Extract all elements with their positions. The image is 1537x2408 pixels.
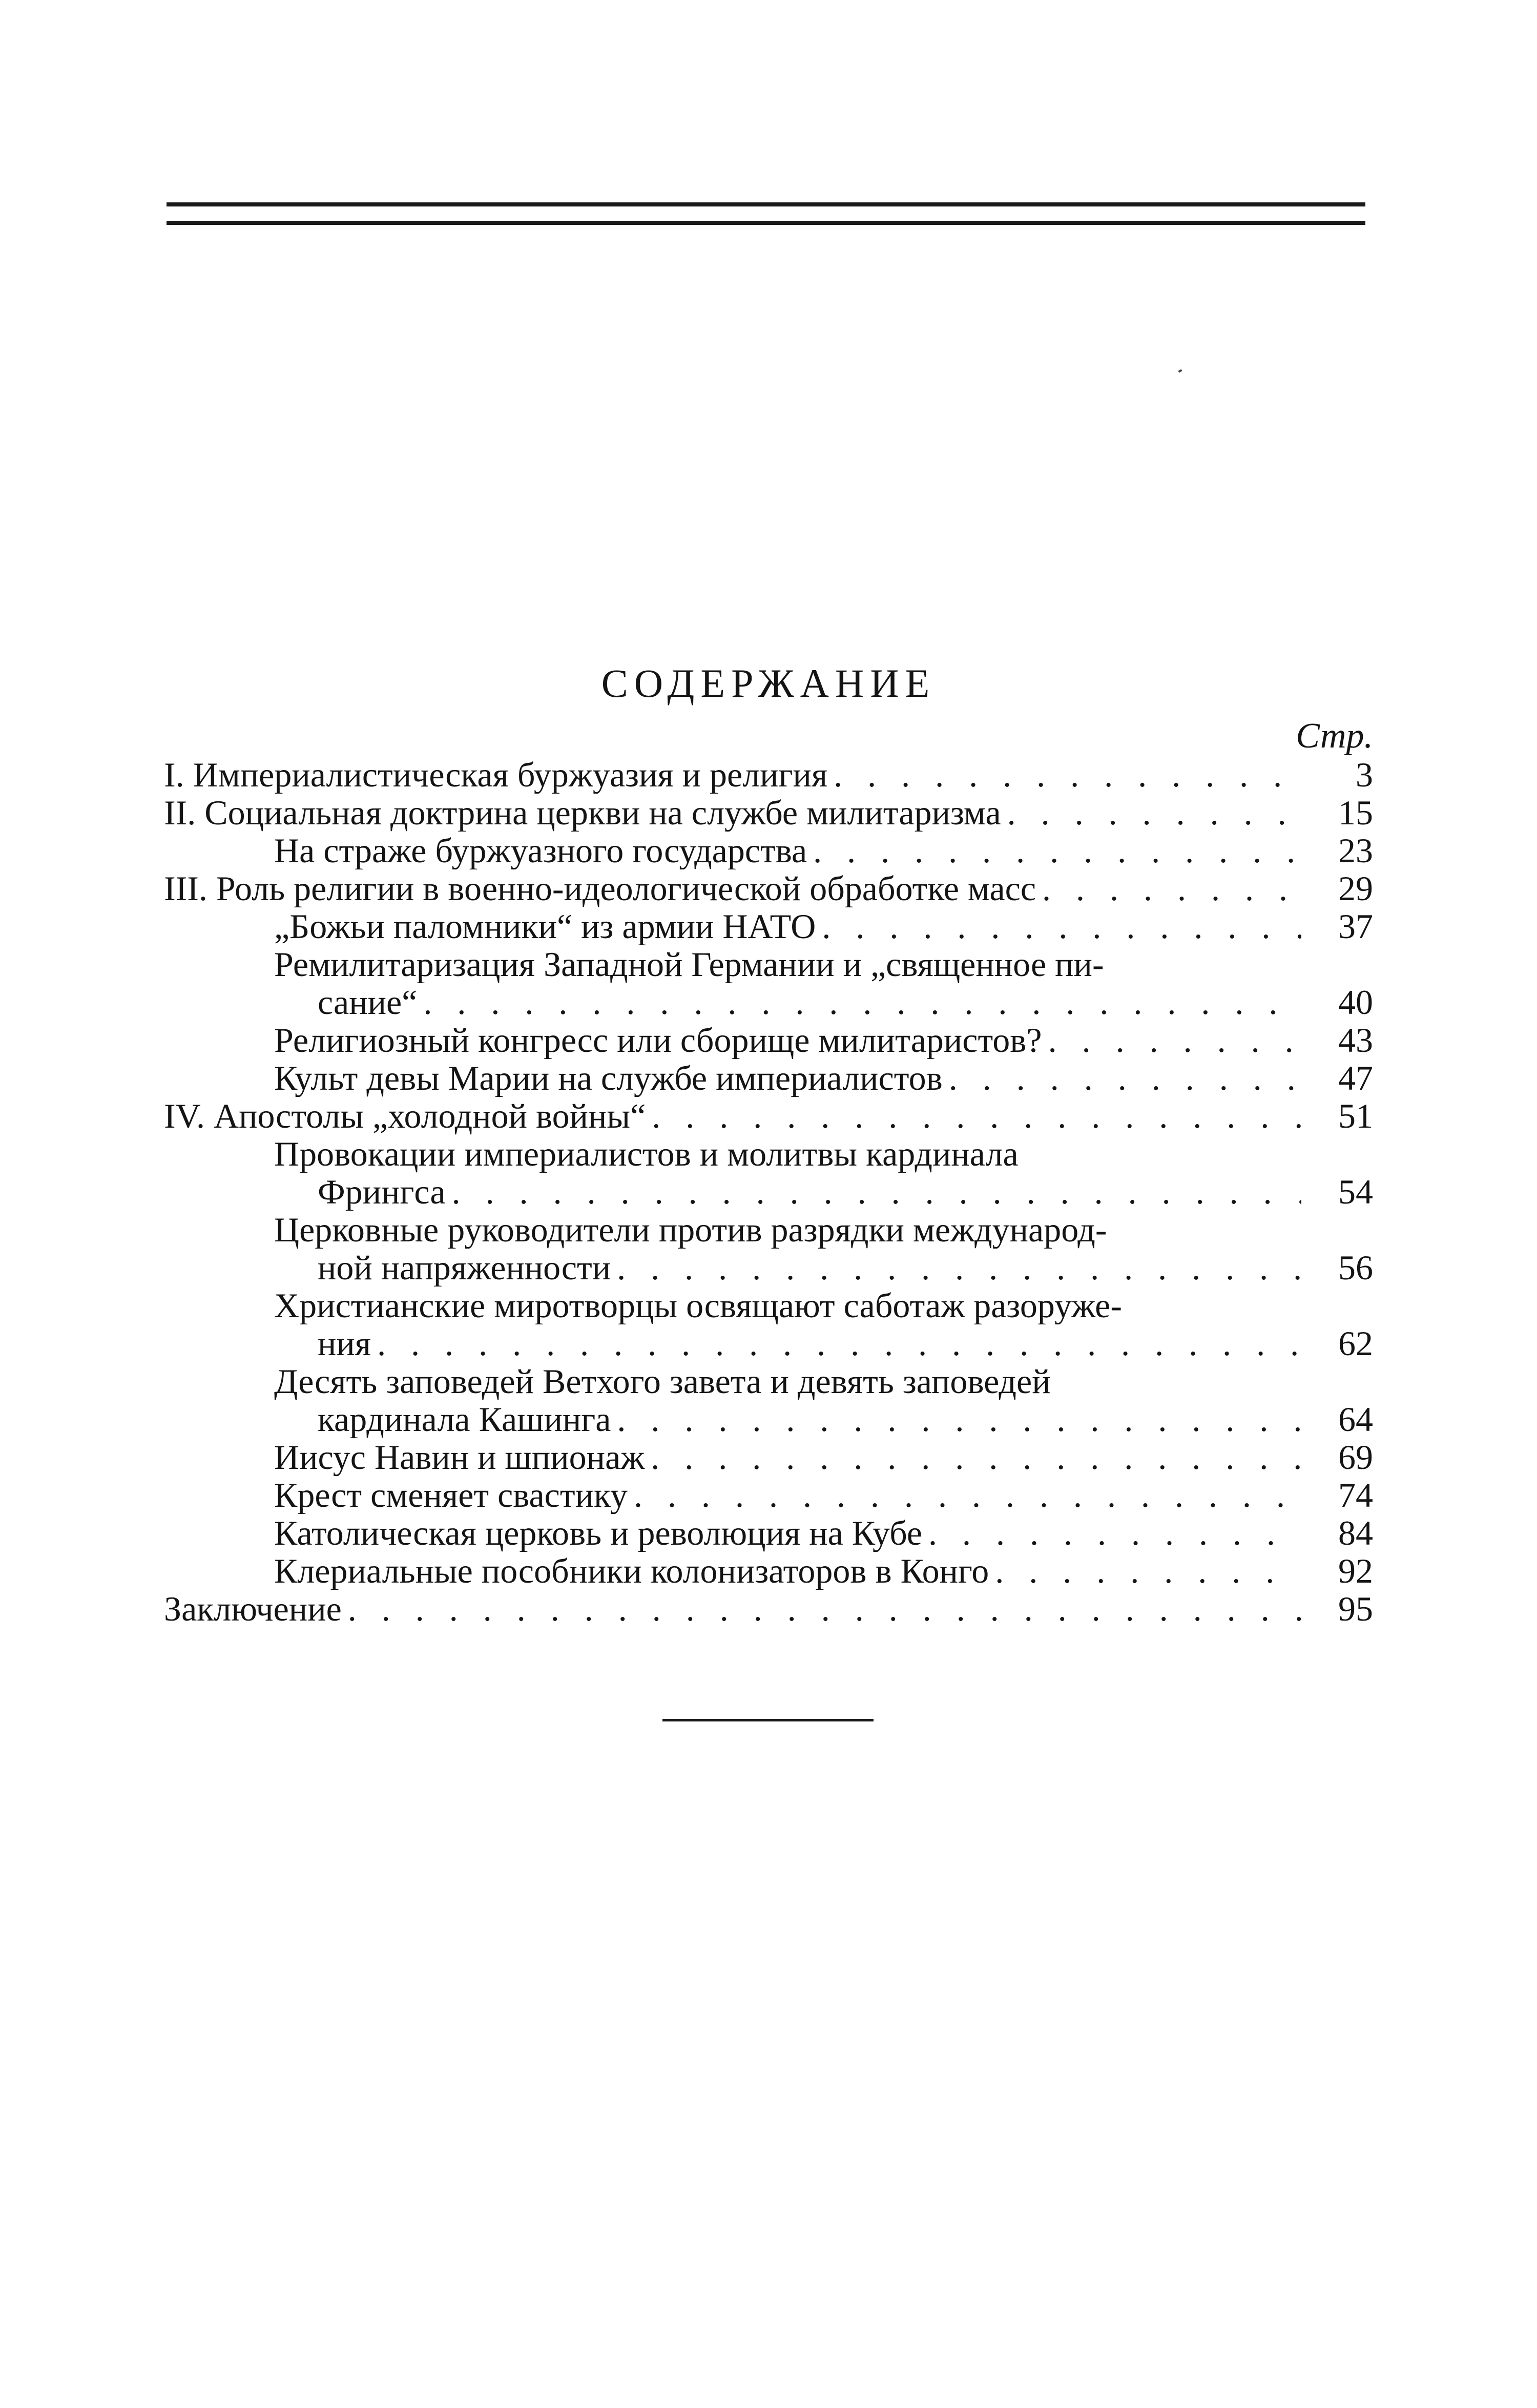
toc-entry-title: Заключение: [164, 1590, 342, 1628]
toc-entry-line: [164, 1590, 1373, 1628]
toc-entry-line: [164, 945, 1373, 983]
toc-page-number: 69: [1338, 1438, 1373, 1476]
toc-page-number: 92: [1338, 1552, 1373, 1590]
toc-entry-title: Церковные руководители против разрядки международ-: [274, 1211, 1107, 1249]
dot-leader: [646, 1097, 1301, 1135]
toc-entry-title: На страже буржуазного государства: [274, 832, 807, 869]
toc-entry: [164, 1097, 1373, 1135]
toc-entry: [164, 1476, 1373, 1514]
toc-page-number: 29: [1338, 869, 1373, 907]
dot-leader: [645, 1438, 1301, 1476]
dot-leader: [1001, 794, 1301, 832]
dot-leader: [1042, 1021, 1301, 1059]
top-rule-thick: [167, 202, 1365, 206]
toc-entry-title: Религиозный конгресс или сборище милитаристов?: [274, 1021, 1042, 1059]
toc-entry: [164, 1514, 1373, 1552]
toc-entry-line: [164, 869, 1373, 907]
dot-leader: [943, 1059, 1301, 1097]
toc-entry-line: [164, 1476, 1373, 1514]
print-speck: [1178, 369, 1182, 373]
toc-entry-line: [164, 1097, 1373, 1135]
dot-leader: [611, 1400, 1301, 1438]
dot-leader: [628, 1476, 1301, 1514]
toc-entry: [164, 1362, 1373, 1438]
toc-entry-title: Клериальные пособники колонизаторов в Конго: [274, 1552, 989, 1590]
page-column-label: Стр.: [1296, 716, 1373, 756]
toc-entry: [164, 869, 1373, 907]
toc-page-number: 51: [1338, 1097, 1373, 1135]
toc-entry-continuation: [164, 1324, 1373, 1362]
dot-leader: [446, 1173, 1301, 1211]
toc-entry-title: Крест сменяет свастику: [274, 1476, 628, 1514]
toc-entry-title: Католическая церковь и революция на Кубе: [274, 1514, 923, 1552]
toc-entry: [164, 794, 1373, 832]
toc-entry: [164, 945, 1373, 1021]
toc-entry-line: [164, 1514, 1373, 1552]
dot-leader: [417, 983, 1301, 1021]
toc-page-number: 84: [1338, 1514, 1373, 1552]
bottom-rule: [662, 1719, 874, 1721]
toc-page-number: 47: [1338, 1059, 1373, 1097]
toc-entry-title: Культ девы Марии на службе империалистов: [274, 1059, 943, 1097]
toc-page-number: 56: [1338, 1249, 1373, 1286]
dot-leader: [922, 1514, 1301, 1552]
toc-entry-line: [164, 832, 1373, 869]
toc-page-number: 74: [1338, 1476, 1373, 1514]
toc-entry-line: [164, 1135, 1373, 1173]
toc-entry: [164, 1211, 1373, 1286]
toc-entry-title: Ремилитаризация Западной Германии и „священное пи-: [274, 945, 1104, 983]
dot-leader: [816, 907, 1301, 945]
toc-entry-title: Провокации империалистов и молитвы кардинала: [274, 1135, 1019, 1173]
dot-leader: [989, 1552, 1301, 1590]
toc-entry: [164, 1135, 1373, 1211]
toc-entry-line: [164, 1286, 1373, 1324]
toc-entry-line: [164, 1211, 1373, 1249]
toc-entry-line: [164, 1362, 1373, 1400]
toc-page-number: 23: [1338, 832, 1373, 869]
toc-entry-title: II. Социальная доктрина церкви на службе милитаризма: [164, 794, 1001, 832]
toc-entry-title: III. Роль религии в военно-идеологической обработке масс: [164, 869, 1036, 907]
toc-entry-title: кардинала Кашинга: [318, 1400, 611, 1438]
toc-entry-continuation: [164, 983, 1373, 1021]
toc-entry-title: ной напряженности: [318, 1249, 611, 1286]
toc-entry-title: IV. Апостолы „холодной войны“: [164, 1097, 646, 1135]
toc-page-number: 37: [1338, 907, 1373, 945]
toc-entry-line: [164, 1438, 1373, 1476]
toc-entry: [164, 1438, 1373, 1476]
toc-entry-line: [164, 1059, 1373, 1097]
toc-entry-title: Десять заповедей Ветхого завета и девять заповедей: [274, 1362, 1051, 1400]
toc-page-number: 15: [1338, 794, 1373, 832]
toc-entry: [164, 1286, 1373, 1362]
toc-entry-line: [164, 756, 1373, 794]
toc-entry-title: Фрингса: [318, 1173, 446, 1211]
toc-page-number: 3: [1356, 756, 1373, 794]
toc-entry-continuation: [164, 1173, 1373, 1211]
toc-entry: [164, 1021, 1373, 1059]
toc-page-number: 62: [1338, 1324, 1373, 1362]
toc-entry-title: ния: [318, 1324, 371, 1362]
top-rule-double: [167, 221, 1365, 225]
toc-entry: [164, 1552, 1373, 1590]
toc-entry: [164, 907, 1373, 945]
toc-entry-line: [164, 1552, 1373, 1590]
toc-entry: [164, 1590, 1373, 1628]
toc-entry-continuation: [164, 1400, 1373, 1438]
toc-entry: [164, 832, 1373, 869]
dot-leader: [611, 1249, 1301, 1286]
toc-entry-title: „Божьи паломники“ из армии НАТО: [274, 907, 816, 945]
dot-leader: [827, 756, 1301, 794]
toc-entry-title: сание“: [318, 983, 418, 1021]
dot-leader: [342, 1590, 1301, 1628]
toc-entry-title: Иисус Навин и шпионаж: [274, 1438, 645, 1476]
toc-page-number: 64: [1338, 1400, 1373, 1438]
toc-entry: [164, 756, 1373, 794]
toc-entry-line: [164, 907, 1373, 945]
dot-leader: [371, 1324, 1301, 1362]
toc-page-number: 95: [1338, 1590, 1373, 1628]
dot-leader: [807, 832, 1301, 869]
toc-entry-line: [164, 794, 1373, 832]
page-title: СОДЕРЖАНИЕ: [601, 661, 936, 705]
dot-leader: [1036, 869, 1301, 907]
toc-entry-title: I. Империалистическая буржуазия и религия: [164, 756, 828, 794]
toc-entry-line: [164, 1021, 1373, 1059]
table-of-contents: [164, 756, 1373, 1628]
toc-entry-continuation: [164, 1249, 1373, 1286]
toc-entry: [164, 1059, 1373, 1097]
toc-page-number: 43: [1338, 1021, 1373, 1059]
toc-page-number: 54: [1338, 1173, 1373, 1211]
toc-page-number: 40: [1338, 983, 1373, 1021]
toc-entry-title: Христианские миротворцы освящают саботаж разоруже-: [274, 1286, 1123, 1324]
